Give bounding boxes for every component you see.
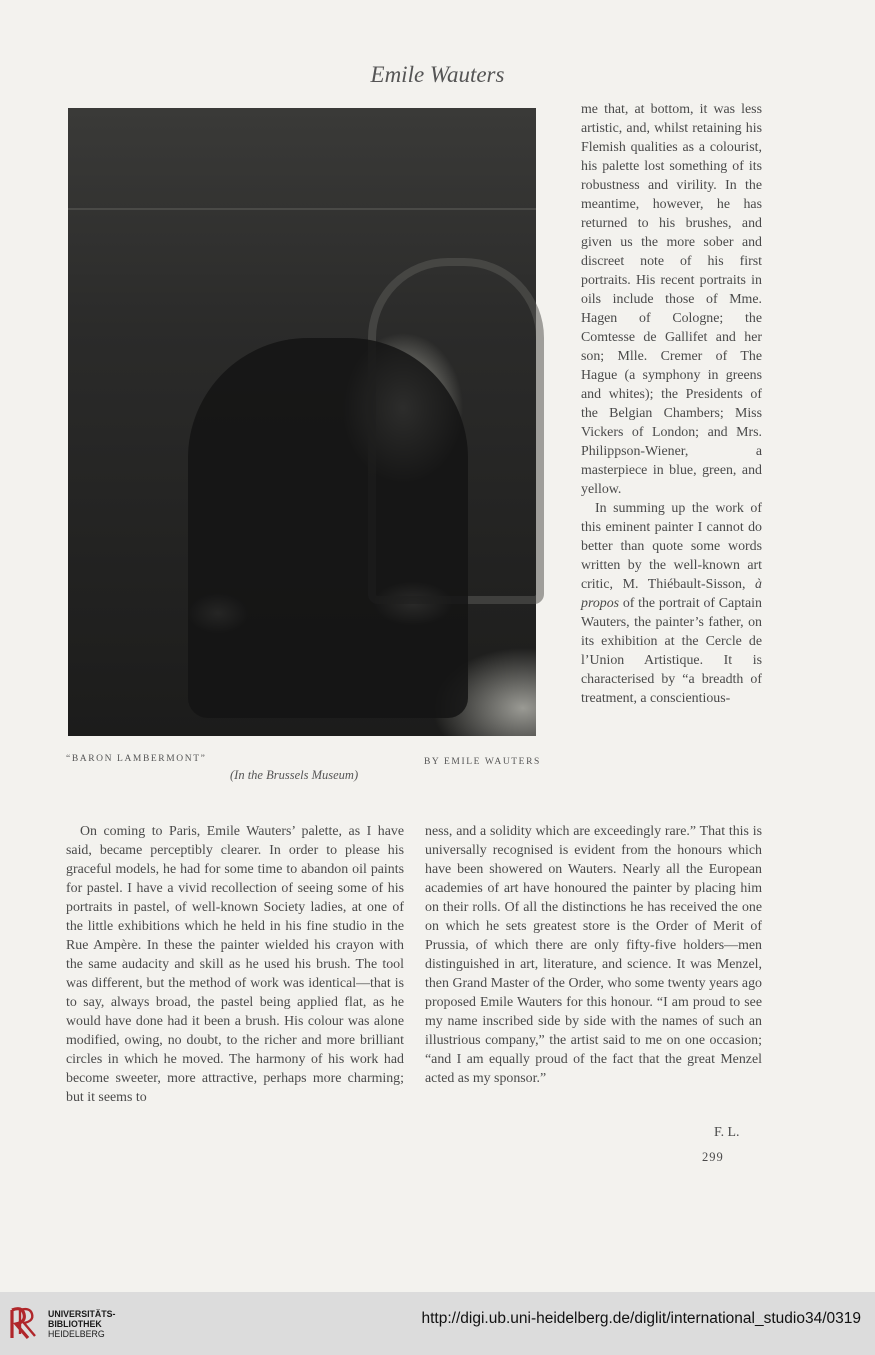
paragraph-2 xyxy=(581,499,762,708)
seated-figure-shape xyxy=(188,338,468,718)
paragraph-2-text-b: of the portrait of Captain Wauters, the painter’s father, on its exhibition at the Cercle de l’Union Artistique. It is characterised by “a breadth of treatment, a conscientious- xyxy=(581,596,762,706)
plate-caption-artist: BY EMILE WAUTERS xyxy=(424,757,541,767)
right-column-top xyxy=(581,100,762,708)
logo-line-2: BIBLIOTHEK xyxy=(48,1319,102,1329)
right-column-bottom-text: ness, and a solidity which are exceedingly rare.” That this is universally recognised is evident from the honours which have been showered on Wauters. Nearly all the European academies of art have honoured the painter by placing him on their rolls. Of all the distinctions he has received the one on which he sets greatest store is the Order of Merit of Prussia, of which there are only fifty-five holders—men distinguished in art, literature, and science. It was Menzel, then Grand Master of the Order, who some twenty years ago proposed Emile Wauters for this honour. “I am proud to see my name inscribed side by side with the names of such an illustrious company,” the artist said to me on one occasion; “and I am equally proud of the fact that the great Menzel acted as my sponsor.” xyxy=(425,824,762,1086)
library-logo-text xyxy=(48,1309,115,1339)
plate-caption-location: (In the Brussels Museum) xyxy=(230,768,359,782)
paragraph-1: me that, at bottom, it was less artistic, and, whilst retaining his Flemish qualities as a colourist, his palette lost something of its robustness and virility. In the meantime, however, he has returned to his brushes, and given us the more sober and discreet note of his first portraits. His recent portraits in oils include those of Mme. Hagen of Cologne; the Comtesse de Gallifet and her son; Mlle. Cremer of The Hague (a symphony in greens and whites); the Presidents of the Belgian Chambers; Miss Vickers of London; and Mrs. Philippson-Wiener, a masterpiece in blue, green, and yellow. xyxy=(581,102,762,497)
portrait-plate xyxy=(68,108,536,736)
author-signature: F. L. xyxy=(714,1125,740,1140)
paragraph-2-italic: à propos xyxy=(581,577,762,611)
logo-line-1: UNIVERSITÄTS- xyxy=(48,1309,116,1319)
paragraph-2-text-a: In summing up the work of this eminent painter I cannot do better than quote some words written by the well-known art critic, M. Thiébault-Sisson, xyxy=(581,501,762,592)
page-number: 299 xyxy=(702,1150,724,1164)
logo-line-3: HEIDELBERG xyxy=(48,1329,105,1339)
plate-caption-title: “BARON LAMBERMONT” xyxy=(66,754,207,764)
library-logo-icon[interactable] xyxy=(8,1304,38,1342)
running-head: Emile Wauters xyxy=(370,62,505,87)
source-url-link[interactable]: http://digi.ub.uni-heidelberg.de/diglit/international_studio34/0319 xyxy=(421,1310,861,1327)
footer-bar xyxy=(0,1292,875,1355)
left-column-text: On coming to Paris, Emile Wauters’ palette, as I have said, became perceptibly clearer. In order to please his graceful models, he had for some time to abandon oil paints for pastel. I have a vivid recollection of seeing some of his portraits in pastel, of well-known Society ladies, at one of the little exhibitions which he held in his fine studio in the Rue Ampère. In these the painter wielded his crayon with the same audacity and skill as he used his brush. The tool was different, but the method of work was identical—that is to say, always broad, the pastel being applied flat, as he would have done had it been a brush. His colour was alone modified, owing, no doubt, to the richer and more brilliant circles in which he moved. The harmony of his work had become sweeter, more attractive, perhaps more charming; but it seems to xyxy=(66,824,404,1105)
wall-panel-line xyxy=(68,208,536,210)
